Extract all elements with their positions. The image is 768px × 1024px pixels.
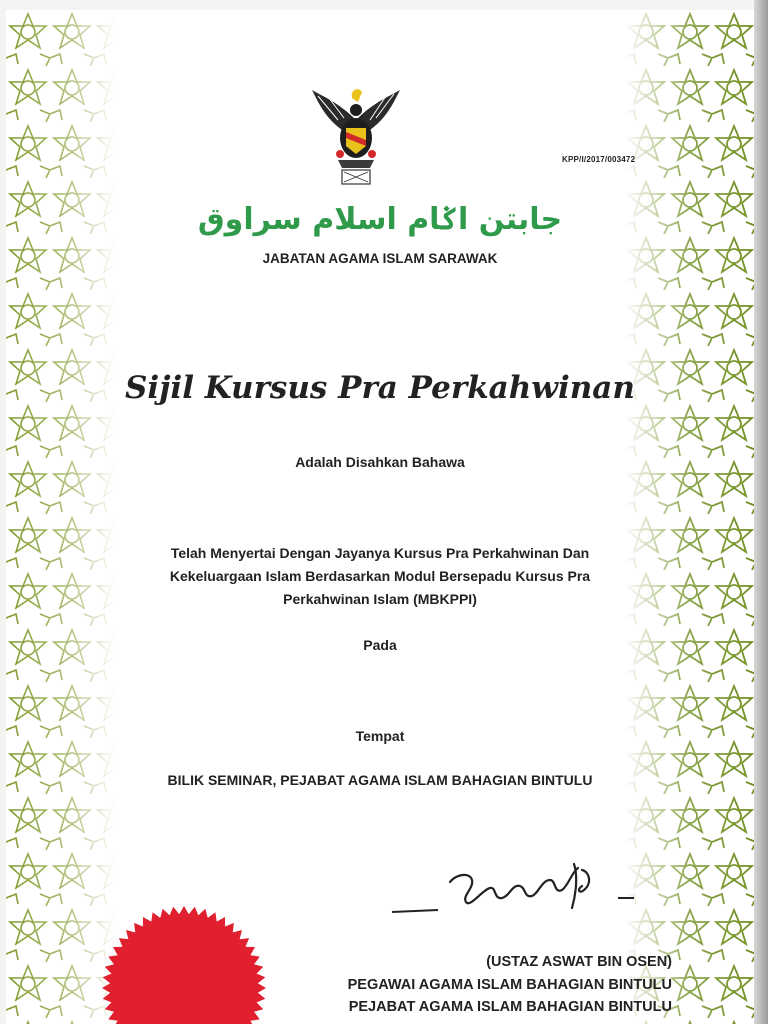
department-name: JABATAN AGAMA ISLAM SARAWAK <box>262 251 498 266</box>
body-line: Telah Menyertai Dengan Jayanya Kursus Pra Perkahwinan Dan <box>170 545 590 561</box>
body-line: Kekeluargaan Islam Berdasarkan Modul Bersepadu Kursus Pra <box>169 568 591 584</box>
body-line: Perkahwinan Islam (MBKPPI) <box>283 591 477 607</box>
red-seal-sticker <box>100 904 268 1024</box>
date-label: Pada <box>363 637 397 653</box>
venue-value: BILIK SEMINAR, PEJABAT AGAMA ISLAM BAHAGIAN BINTULU <box>167 772 593 788</box>
venue-label: Tempat <box>355 728 405 744</box>
certify-text: Adalah Disahkan Bahawa <box>295 454 465 470</box>
page-edge-shadow <box>754 0 768 1024</box>
jawi-department-name: جابتن اݢام اسلام سراوق <box>197 202 563 237</box>
certificate-body <box>6 542 754 611</box>
sarawak-coat-of-arms-icon <box>308 80 404 190</box>
certificate-title: Sijil Kursus Pra Perkahwinan <box>125 370 635 406</box>
signer-position: PEGAWAI AGAMA ISLAM BAHAGIAN BINTULU <box>347 977 672 993</box>
reference-number: KPP/I/2017/003472 <box>562 155 636 164</box>
handwritten-signature <box>386 850 646 930</box>
certificate-sheet <box>6 10 754 1024</box>
signer-name: (USTAZ ASWAT BIN OSEN) <box>486 954 672 970</box>
signer-office: PEJABAT AGAMA ISLAM BAHAGIAN BINTULU <box>348 999 672 1015</box>
